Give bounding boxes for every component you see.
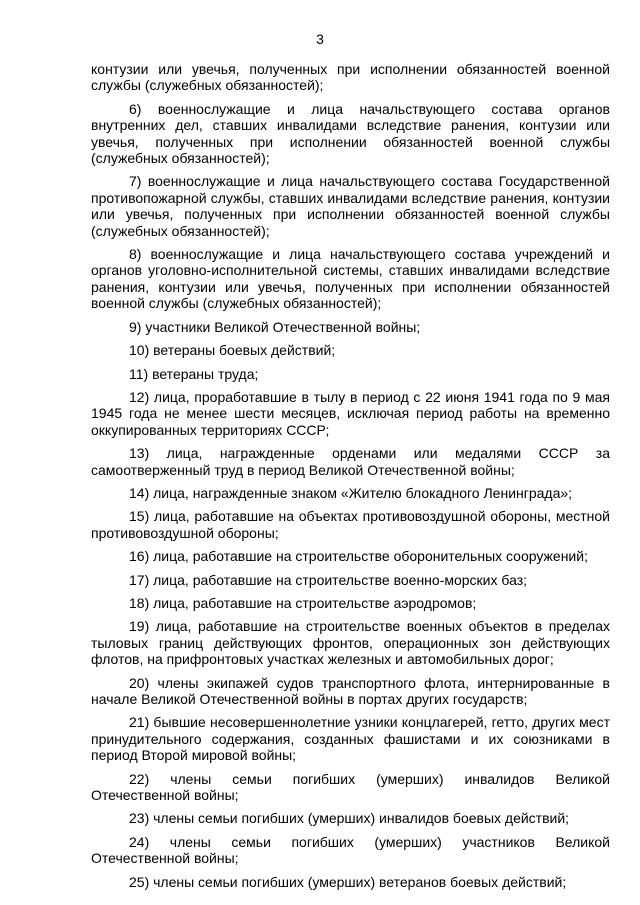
list-item-22: 22) члены семьи погибших (умерших) инвалидов Великой Отечественной войны; bbox=[91, 770, 610, 804]
document-body bbox=[91, 61, 610, 897]
list-item-20: 20) члены экипажей судов транспортного флота, интернированные в начале Великой Отечественной войны в портах других государств; bbox=[91, 674, 610, 707]
list-item-16: 16) лица, работавшие на строительстве оборонительных сооружений; bbox=[129, 548, 588, 565]
list-item-15: 15) лица, работавшие на объектах противовоздушной обороны, местной противовоздушной обороны; bbox=[91, 508, 610, 541]
list-item-11: 11) ветераны труда; bbox=[129, 365, 259, 382]
list-item-19: 19) лица, работавшие на строительстве военных объектов в пределах тыловых границ действующих фронтов, операционных зон действующих флотов, на прифронтовых участках железных и автомобильных дорог; bbox=[91, 618, 610, 668]
list-item-6: 6) военнослужащие и лица начальствующего состава органов внутренних дел, ставших инвалидами вследствие ранения, контузии или увечья, полученных при исполнении обязанностей военной службы (служебных обязанностей); bbox=[91, 100, 610, 167]
paragraph-continuation: контузии или увечья, полученных при исполнении обязанностей военной службы (служебных обязанностей); bbox=[91, 61, 610, 94]
list-item-25: 25) члены семьи погибших (умерших) ветеранов боевых действий; bbox=[129, 873, 567, 890]
list-item-18: 18) лица, работавшие на строительстве аэродромов; bbox=[129, 594, 477, 611]
list-item-10: 10) ветераны боевых действий; bbox=[129, 342, 336, 359]
list-item-21: 21) бывшие несовершеннолетние узники концлагерей, гетто, других мест принудительного содержания, созданных фашистами и их союзниками в период Второй мировой войны; bbox=[91, 714, 610, 764]
list-item-7: 7) военнослужащие и лица начальствующего состава Государственной противопожарной службы, ставших инвалидами вследствие ранения, контузии или увечья, полученных при исполнении обязанностей военной службы (служебных обязанностей); bbox=[91, 173, 610, 239]
list-item-14: 14) лица, награжденные знаком «Жителю блокадного Ленинграда»; bbox=[129, 484, 573, 501]
page-number: 3 bbox=[316, 31, 324, 47]
list-item-9: 9) участники Великой Отечественной войны; bbox=[129, 318, 421, 335]
list-item-23: 23) члены семьи погибших (умерших) инвалидов боевых действий; bbox=[129, 810, 570, 827]
list-item-13: 13) лица, награжденные орденами или медалями СССР за самоотверженный труд в период Великой Отечественной войны; bbox=[91, 445, 610, 478]
list-item-12: 12) лица, проработавшие в тылу в период с 22 июня 1941 года по 9 мая 1945 года не менее шести месяцев, исключая период работы на временно оккупированных территориях СССР; bbox=[91, 388, 610, 438]
list-item-8: 8) военнослужащие и лица начальствующего состава учреждений и органов уголовно-исполнительной системы, ставших инвалидами вследствие ранения, контузии или увечья, полученных при исполнении обязанностей военной службы (служебных обязанностей); bbox=[91, 246, 610, 312]
list-item-24: 24) члены семьи погибших (умерших) участников Великой Отечественной войны; bbox=[91, 833, 610, 867]
list-item-17: 17) лица, работавшие на строительстве военно-морских баз; bbox=[129, 571, 528, 588]
